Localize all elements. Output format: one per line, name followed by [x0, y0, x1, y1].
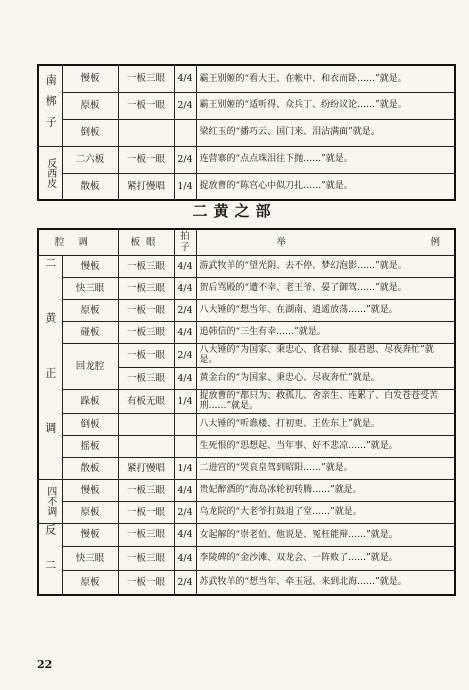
meter: 2/4 [174, 146, 196, 173]
meter: 4/4 [174, 547, 196, 571]
beat-pattern: 有板无眼 [118, 389, 174, 413]
meter: 1/4 [174, 457, 196, 479]
beat-pattern: 一板三眼 [118, 65, 174, 92]
meter: 4/4 [174, 277, 196, 299]
beat-pattern: 一板三眼 [118, 547, 174, 571]
table-row [38, 173, 455, 200]
group-label-fanxipi [38, 146, 62, 200]
example-text: 追韩信的“三生有幸……”就是。 [196, 321, 455, 343]
example-text: 乌龙院的“大老爷打鼓退了堂……”就是。 [196, 501, 455, 523]
meter [174, 119, 196, 146]
example-text: 女起解的“崇老伯、他说是、冤枉能辩……”就是。 [196, 523, 455, 547]
beat-pattern: 一板一眼 [118, 501, 174, 523]
table-row [38, 501, 455, 523]
meter: 2/4 [174, 501, 196, 523]
meter [174, 413, 196, 435]
top-tune-table [37, 64, 456, 201]
example-text: 捉放曹的“都只为、救孤儿、舍亲生、连累了、白发苍苍受苦刑……”就是。 [196, 389, 455, 413]
table-row [38, 571, 455, 595]
tune-type: 摇板 [62, 435, 118, 457]
group-label-nanbangzi [38, 65, 62, 146]
header-example-right: 例 [430, 236, 440, 248]
tune-type: 原板 [62, 92, 118, 119]
tune-type: 原板 [62, 571, 118, 595]
section-title: 二黄之部 [192, 202, 277, 220]
example-text: 李陵碑的“金沙滩、双龙会、一阵败了……”就是。 [196, 547, 455, 571]
meter: 4/4 [174, 367, 196, 389]
table-row [38, 277, 455, 299]
group-text: 南梆子 [44, 74, 58, 138]
example-text: 八大锤的“为国家、秉忠心、食君禄、报君恩、尽夜奔忙”就是。 [196, 343, 455, 367]
tune-type: 倒板 [62, 119, 118, 146]
group-text: 反二 [43, 523, 57, 594]
table-row [38, 523, 455, 547]
example-text: 捉放曹的“陈宫心中似刀扎……”就是。 [196, 173, 455, 200]
tune-type: 快三眼 [62, 547, 118, 571]
tune-type: 原板 [62, 501, 118, 523]
example-text: 二进宫的“哭哀皇驾到昭阳……”就是。 [196, 457, 455, 479]
header-example-left: 举 [276, 236, 287, 248]
meter: 4/4 [174, 523, 196, 547]
beat-pattern: 一板三眼 [118, 523, 174, 547]
beat-pattern: 一板三眼 [118, 255, 174, 277]
beat-pattern: 一板一眼 [118, 92, 174, 119]
header-example-wrap [199, 237, 452, 248]
example-text: 贺后骂殿的“遭不幸、老王爷、晏了御驾……”就是。 [196, 277, 455, 299]
header-beat: 板眼 [118, 229, 174, 255]
table-row [38, 435, 455, 457]
example-text: 梁红玉的“播巧云、国门来、泪沾满面”就是。 [196, 119, 455, 146]
beat-pattern [118, 413, 174, 435]
tune-type: 原板 [62, 299, 118, 321]
header-meter-text: 拍子 [180, 231, 190, 254]
group-text: 二黄正调 [43, 257, 57, 477]
group-label-sibudiao [38, 479, 62, 523]
meter: 2/4 [174, 343, 196, 367]
meter: 1/4 [174, 173, 196, 200]
example-text: 黄金台的“为国家、秉忠心、尽夜奔忙”就是。 [196, 367, 455, 389]
meter: 4/4 [174, 479, 196, 501]
tune-type: 碰板 [62, 321, 118, 343]
header-tune: 腔调 [38, 229, 118, 255]
table-row [38, 343, 455, 367]
example-text: 苏武牧羊的“想当年、牵玉冠、来到北海……”就是。 [196, 571, 455, 595]
tune-type: 慢板 [62, 479, 118, 501]
header-row [38, 229, 455, 255]
table-row [38, 146, 455, 173]
meter: 1/4 [174, 389, 196, 413]
tune-type: 跺板 [62, 389, 118, 413]
example-text: 贵妃醉酒的“海岛冰轮初转腾……”就是。 [196, 479, 455, 501]
beat-pattern: 一板三眼 [118, 277, 174, 299]
example-text: 连营寨的“点点珠泪往下抛……”就是。 [196, 146, 455, 173]
beat-pattern: 一板一眼 [118, 299, 174, 321]
header-example [196, 229, 455, 255]
meter: 4/4 [174, 321, 196, 343]
meter: 2/4 [174, 571, 196, 595]
erhuang-tune-table [37, 228, 456, 596]
beat-pattern [118, 119, 174, 146]
example-text: 八大锤的“想当年、在湖南、逍遥放荡……”就是。 [196, 299, 455, 321]
table-row [38, 413, 455, 435]
table-row [38, 299, 455, 321]
tune-type: 慢板 [62, 255, 118, 277]
beat-pattern: 一板三眼 [118, 321, 174, 343]
meter: 2/4 [174, 299, 196, 321]
tune-type: 回龙腔 [62, 343, 118, 389]
table-row [38, 65, 455, 92]
beat-pattern: 紧打慢唱 [118, 457, 174, 479]
beat-pattern: 一板一眼 [118, 343, 174, 367]
beat-pattern: 一板三眼 [118, 367, 174, 389]
table-row [38, 479, 455, 501]
tune-type: 倒板 [62, 413, 118, 435]
meter: 2/4 [174, 92, 196, 119]
beat-pattern: 一板三眼 [118, 479, 174, 501]
group-text: 四不调 [44, 486, 56, 516]
group-label-erhuang-zheng [38, 255, 62, 479]
group-text: 反西皮 [44, 157, 56, 188]
table-row [38, 255, 455, 277]
beat-pattern [118, 435, 174, 457]
beat-pattern: 一板一眼 [118, 146, 174, 173]
tune-type: 慢板 [62, 65, 118, 92]
example-text: 生死恨的“思想起、当年事、好不悲凉……”就是。 [196, 435, 455, 457]
example-text: 霸王别姬的“看大王、在帐中、和衣而卧……”就是。 [196, 65, 455, 92]
table-row [38, 547, 455, 571]
group-label-fan-er [38, 523, 62, 595]
table-row [38, 92, 455, 119]
table-row [38, 119, 455, 146]
page-number: 22 [37, 658, 53, 671]
table-row [38, 389, 455, 413]
meter: 4/4 [174, 255, 196, 277]
example-text: 游武牧羊的“望光阴、去不停、梦幻泡影……”就是。 [196, 255, 455, 277]
beat-pattern: 紧打慢唱 [118, 173, 174, 200]
table-row [38, 321, 455, 343]
tune-type: 散板 [62, 173, 118, 200]
example-text: 八大锤的“听谯楼、打初更、王佐东上”就是。 [196, 413, 455, 435]
beat-pattern: 一板一眼 [118, 571, 174, 595]
example-text: 霸王别姬的“适听得、众兵丁、纷纷议论……”就是。 [196, 92, 455, 119]
tune-type: 散板 [62, 457, 118, 479]
tune-type: 慢板 [62, 523, 118, 547]
meter [174, 435, 196, 457]
table-row [38, 457, 455, 479]
header-meter [174, 229, 196, 255]
tune-type: 二六板 [62, 146, 118, 173]
tune-type: 快三眼 [62, 277, 118, 299]
meter: 4/4 [174, 65, 196, 92]
